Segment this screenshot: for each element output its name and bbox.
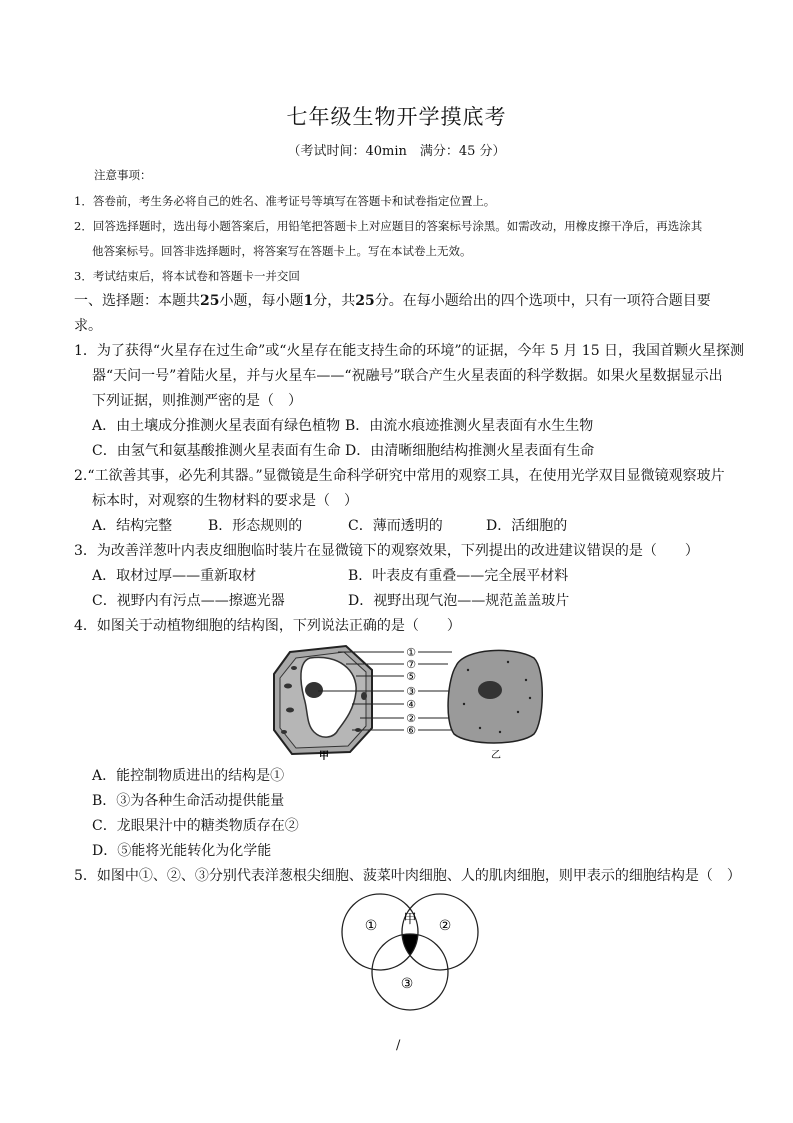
page-subtitle: （考试时间：40min 满分：45 分）	[287, 144, 506, 159]
cell-a-label: 甲	[319, 751, 329, 762]
chloroplast-mark	[281, 730, 287, 734]
section-heading	[74, 290, 711, 310]
q4-option-a: A．能控制物质进出的结构是①	[92, 768, 285, 784]
q1-option-d: D．由清晰细胞结构推测火星表面有生命	[345, 443, 595, 459]
chloroplast-mark	[361, 692, 367, 700]
section-text-c: 分，共	[313, 293, 356, 309]
q5-line-1: 5．如图中①、②、③分别代表洋葱根尖细胞、菠菜叶肉细胞、人的肌肉细胞，则甲表示的细胞结构是（ ）	[74, 868, 741, 884]
chloroplast-mark	[284, 684, 292, 689]
q1-line-3: 下列证据，则推测严密的是（ ）	[92, 393, 302, 409]
q4-option-d: D．⑤能将光能转化为化学能	[92, 843, 272, 859]
page-number: /	[396, 1038, 401, 1053]
venn-center-label: 甲	[403, 912, 417, 927]
section-total: 25	[355, 293, 375, 309]
q3-line-1: 3．为改善洋葱叶内表皮细胞临时装片在显微镜下的观察效果，下列提出的改进建议错误的是（ ）	[74, 543, 699, 559]
q4-line-1: 4．如图关于动植物细胞的结构图，下列说法正确的是（ ）	[74, 618, 461, 634]
venn-label-1: ①	[364, 918, 378, 934]
notice-item-1: 1．答卷前，考生务必将自己的姓名、准考证号等填写在答题卡和试卷指定位置上。	[74, 194, 496, 208]
notice-item-3: 3．考试结束后，将本试卷和答题卡一并交回	[74, 269, 300, 283]
cytoplasm-dot	[499, 731, 501, 733]
venn-label-3: ③	[400, 976, 414, 992]
plant-nucleus	[305, 682, 323, 698]
q1-line-1: 1．为了获得“火星存在过生命”或“火星存在能支持生命的环境”的证据，今年 5 月 15 日，我国首颗火星探测	[74, 343, 745, 359]
q1-option-c: C．由氢气和氨基酸推测火星表面有生命	[92, 443, 341, 459]
notice-heading: 注意事项：	[94, 168, 152, 182]
notice-item-2: 2．回答选择题时，选出每小题答案后，用铅笔把答题卡上对应题目的答案标号涂黑。如需改动，用橡皮擦干净后，再选涂其	[74, 219, 703, 233]
q2-option-a: A．结构完整	[92, 518, 173, 534]
cytoplasm-dot	[517, 711, 519, 713]
section-per-score: 1	[303, 293, 314, 309]
venn-circle-1	[342, 894, 418, 970]
q2-line-2: 标本时，对观察的生物材料的要求是（ ）	[92, 493, 358, 509]
label-3: ③	[406, 685, 416, 698]
venn-label-2: ②	[438, 918, 452, 934]
cytoplasm-dot	[525, 679, 527, 681]
label-1: ①	[406, 646, 416, 659]
q3-option-c: C．视野内有污点——擦遮光器	[92, 593, 285, 609]
chloroplast-mark	[286, 708, 294, 713]
notice-item-2-cont: 他答案标号。回答非选择题时，将答案写在答题卡上。写在本试卷上无效。	[92, 244, 472, 258]
section-text-d: 分。在每小题给出的四个选项中，只有一项符合题目要	[374, 293, 711, 309]
q1-option-a: A．由土壤成分推测火星表面有绿色植物	[92, 418, 341, 434]
cell-b-label: 乙	[491, 750, 501, 761]
cytoplasm-dot	[529, 697, 531, 699]
chloroplast-mark	[291, 666, 297, 670]
section-heading-cont: 求。	[74, 318, 102, 334]
q2-option-b: B．形态规则的	[208, 518, 303, 534]
animal-nucleus	[478, 681, 502, 699]
cytoplasm-dot	[467, 669, 469, 671]
q1-option-b: B．由流水痕迹推测火星表面有水生生物	[345, 418, 594, 434]
cytoplasm-dot	[507, 661, 509, 663]
q1-line-2: 器“天问一号”着陆火星，并与火星车——“祝融号”联合产生火星表面的科学数据。如果火星数据显示出	[92, 368, 723, 384]
section-num-questions: 25	[200, 293, 220, 309]
q3-option-a: A．取材过厚——重新取材	[92, 568, 257, 584]
label-4: ④	[406, 698, 416, 711]
section-text-b: 小题，每小题	[219, 293, 304, 309]
q2-option-d: D．活细胞的	[486, 518, 568, 534]
label-5: ⑤	[406, 670, 416, 683]
cell-structure-figure	[268, 640, 548, 762]
q4-option-b: B．③为各种生命活动提供能量	[92, 793, 285, 809]
q2-line-1: 2.“工欲善其事，必先利其器。”显微镜是生命科学研究中常用的观察工具，在使用光学双目显微镜观察玻片	[74, 468, 725, 484]
page-title: 七年级生物开学摸底考	[286, 105, 507, 129]
venn-figure	[335, 890, 485, 1020]
q2-option-c: C．薄而透明的	[348, 518, 443, 534]
label-7: ⑦	[406, 658, 416, 671]
cytoplasm-dot	[463, 703, 465, 705]
q4-option-c: C．龙眼果汁中的糖类物质存在②	[92, 818, 299, 834]
q3-option-d: D．视野出现气泡——规范盖盖玻片	[348, 593, 570, 609]
cytoplasm-dot	[479, 727, 481, 729]
label-6: ⑥	[406, 724, 416, 737]
label-2: ②	[406, 712, 416, 725]
q3-option-b: B．叶表皮有重叠——完全展平材料	[348, 568, 569, 584]
section-text-a: 一、选择题：本题共	[74, 293, 200, 309]
